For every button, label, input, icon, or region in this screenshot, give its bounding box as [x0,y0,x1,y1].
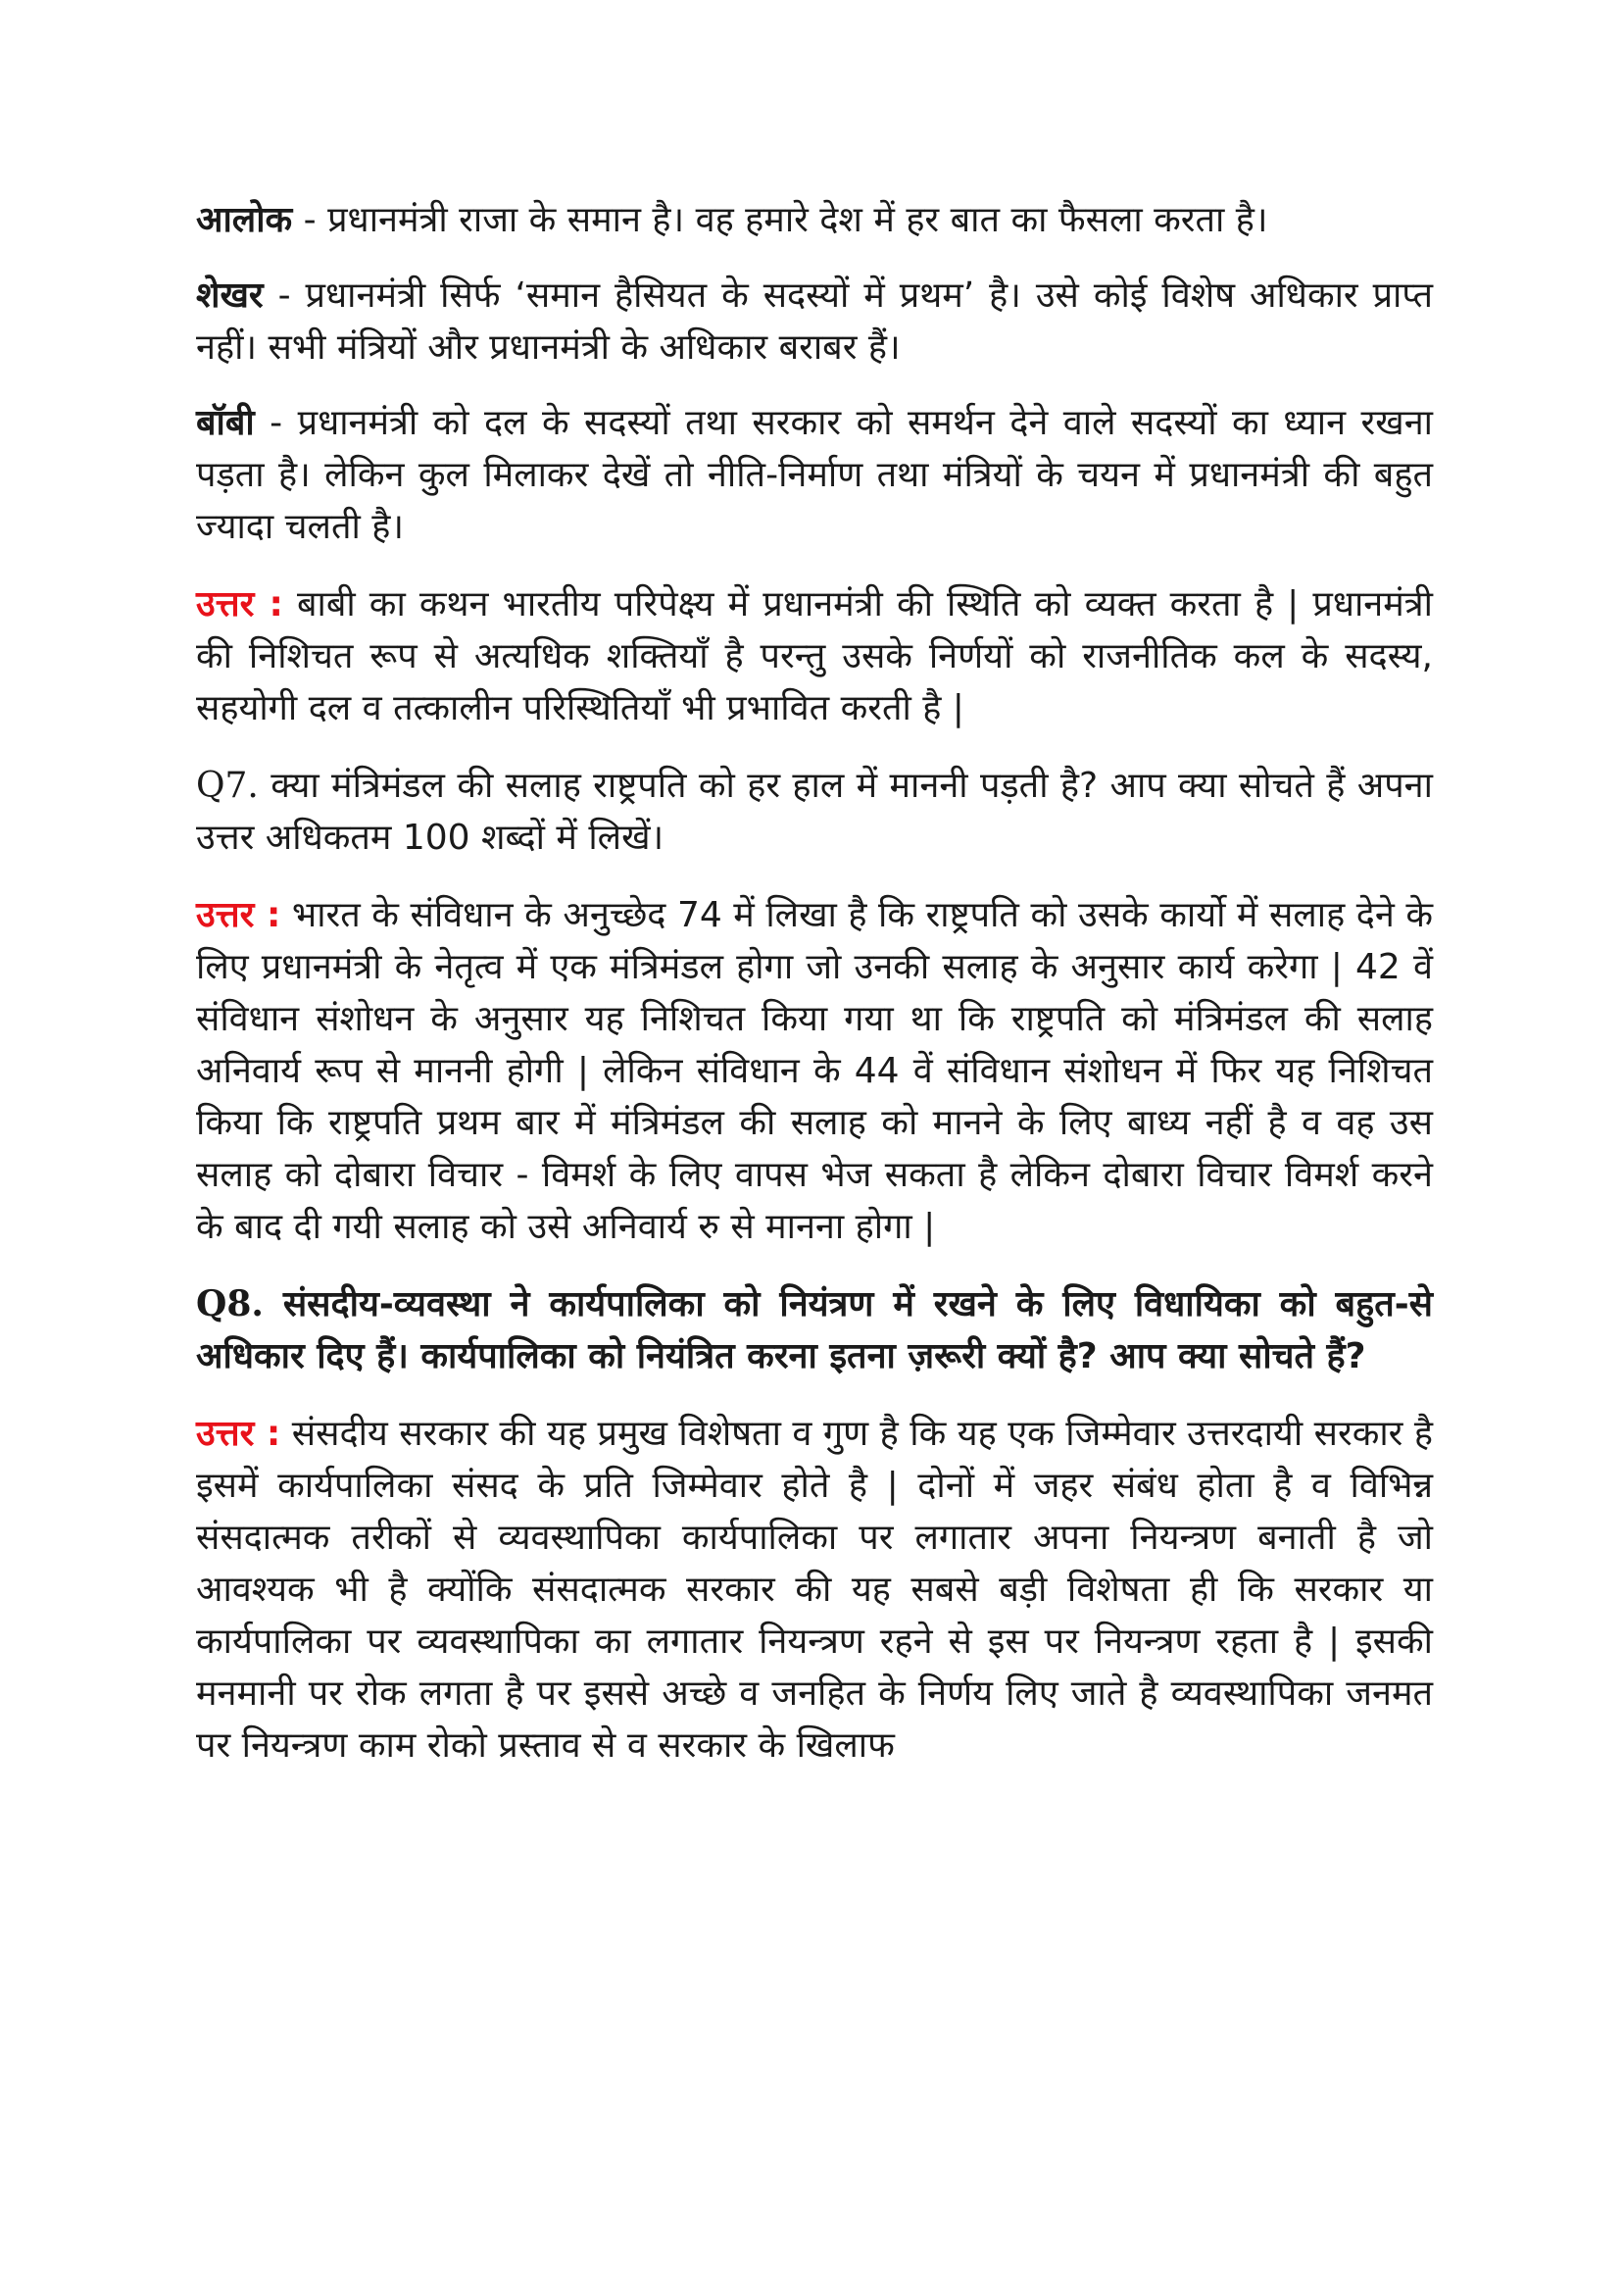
answer-paragraph-6 [196,578,1433,734]
answer-label: उत्तर : [196,895,281,935]
speaker-name-bobby: बॉबी [196,403,255,443]
speaker-name-shekhar: शेखर [196,275,264,316]
statement-bobby [196,397,1433,553]
question-text-7: क्या मंत्रिमंडल की सलाह राष्ट्रपति को हर हाल में माननी पड़ती है? आप क्या सोचते हैं अपना उत्तर अधिकतम 100 शब्दों में लिखें। [196,766,1433,858]
question-7 [196,760,1433,864]
question-8 [196,1278,1433,1382]
statement-alok [196,194,1433,246]
question-text-8: संसदीय-व्यवस्था ने कार्यपालिका को नियंत्रण में रखने के लिए विधायिका को बहुत-से अधिकार दिए हैं। कार्यपालिका को नियंत्रित करना इतना ज़रूरी क्यों है? आप क्या सोचते हैं? [196,1284,1433,1376]
answer-text-6: बाबी का कथन भारतीय परिपेक्ष्य में प्रधानमंत्री की स्थिति को व्यक्त करता है | प्रधानमंत्री की निशिचत रूप से अत्यधिक शक्तियाँ है परन्तु उसके निर्णयों को राजनीतिक कल के सदस्य, सहयोगी दल व तत्कालीन परिस्थितियाँ भी प्रभावित करती है | [196,584,1433,728]
statement-text-shekhar: - प्रधानमंत्री सिर्फ ‘समान हैसियत के सदस्यों में प्रथम’ है। उसे कोई विशेष अधिकार प्राप्त नहीं। सभी मंत्रियों और प्रधानमंत्री के अधिकार बराबर हैं। [196,275,1433,368]
answer-text-8: संसदीय सरकार की यह प्रमुख विशेषता व गुण है कि यह एक जिम्मेवार उत्तरदायी सरकार है इसमें कार्यपालिका संसद के प्रति जिम्मेवार होते है | दोनों में जहर संबंध होता है व विभिन्न संसदात्मक तरीकों से व्यवस्थापिका कार्यपालिका पर लगातार अपना नियन्त्रण बनाती है जो आवश्यक भी है क्योंकि संसदात्मक सरकार की यह सबसे बड़ी विशेषता ही कि सरकार या कार्यपालिका पर व्यवस्थापिका का लगातार नियन्त्रण रहने से इस पर नियन्त्रण रहता है | इसकी मनमानी पर रोक लगता है पर इससे अच्छे व जनहित के निर्णय लिए जाते है व्यवस्थापिका जनमत पर नियन्त्रण काम रोको प्रस्ताव से व सरकार के खिलाफ [196,1414,1433,1766]
question-number-7: Q7. [196,766,259,806]
statement-text-alok: - प्रधानमंत्री राजा के समान है। वह हमारे देश में हर बात का फैसला करता है। [292,200,1268,240]
answer-paragraph-8 [196,1408,1433,1772]
answer-paragraph-7 [196,889,1433,1253]
question-number-8: Q8. [196,1283,264,1324]
answer-label: उत्तर : [196,1414,281,1454]
statement-text-bobby: - प्रधानमंत्री को दल के सदस्यों तथा सरकार को समर्थन देने वाले सदस्यों का ध्यान रखना पड़ता है। लेकिन कुल मिलाकर देखें तो नीति-निर्माण तथा मंत्रियों के चयन में प्रधानमंत्री की बहुत ज्यादा चलती है। [196,403,1433,547]
document-page [196,194,1433,1772]
speaker-name-alok: आलोक [196,200,293,240]
answer-label: उत्तर : [196,584,283,624]
statement-shekhar [196,270,1433,374]
answer-text-7: भारत के संविधान के अनुच्छेद 74 में लिखा है कि राष्ट्रपति को उसके कार्यो में सलाह देने के लिए प्रधानमंत्री के नेतृत्व में एक मंत्रिमंडल होगा जो उनकी सलाह के अनुसार कार्य करेगा | 42 वें संविधान संशोधन के अनुसार यह निशिचत किया गया था कि राष्ट्रपति को मंत्रिमंडल की सलाह अनिवार्य रूप से माननी होगी | लेकिन संविधान के 44 वें संविधान संशोधन में फिर यह निशिचत किया कि राष्ट्रपति प्रथम बार में मंत्रिमंडल की सलाह को मानने के लिए बाध्य नहीं है व वह उस सलाह को दोबारा विचार - विमर्श के लिए वापस भेज सकता है लेकिन दोबारा विचार विमर्श करने के बाद दी गयी सलाह को उसे अनिवार्य रु से मानना होगा | [196,895,1433,1247]
